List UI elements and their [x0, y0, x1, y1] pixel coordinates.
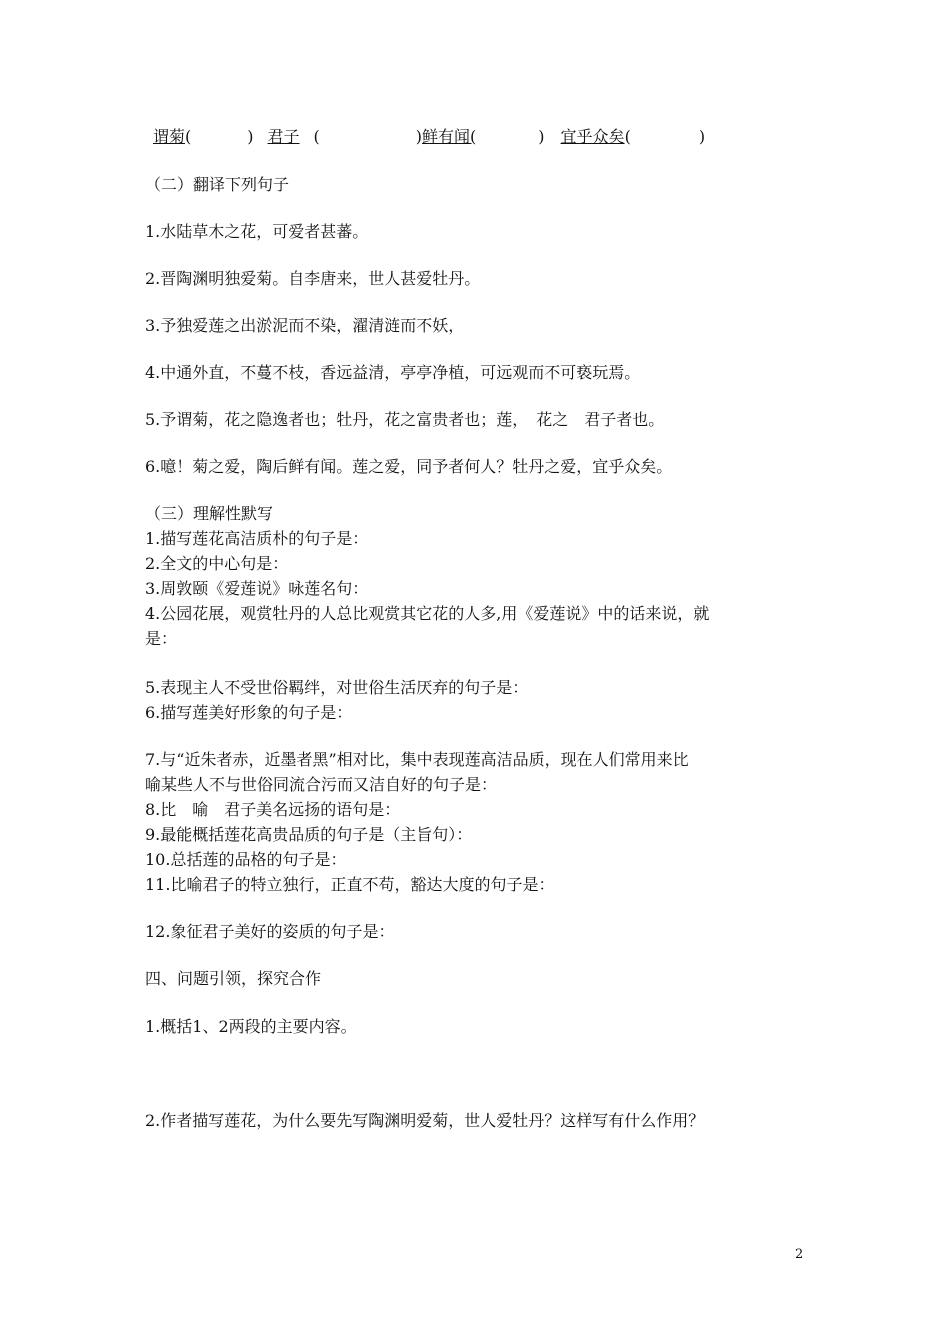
paren-open: (	[624, 127, 631, 146]
page-number: 2	[795, 1247, 804, 1262]
list-item: 12.象征君子美好的姿质的句子是：	[145, 922, 395, 941]
list-item: 1.概括1、2两段的主要内容。	[145, 1017, 357, 1036]
list-item: 6.描写莲美好形象的句子是：	[145, 703, 353, 722]
section-title: （二）翻译下列句子	[145, 175, 290, 194]
paren-close: )	[698, 127, 706, 146]
list-item: 喻某些人不与世俗同流合污而又洁自好的句子是：	[145, 775, 498, 794]
vocab-word: 宜乎众矣	[560, 127, 625, 146]
paren-open: (	[313, 127, 320, 146]
paren-open: (	[185, 127, 192, 146]
list-item: 5.予谓菊，花之隐逸者也；牡丹，花之富贵者也；莲， 花之 君子者也。	[145, 410, 665, 429]
list-item: 是：	[145, 629, 178, 648]
list-item: 2.晋陶渊明独爱菊。自李唐来，世人甚爱牡丹。	[145, 269, 481, 288]
list-item: 10.总括莲的品格的句子是：	[145, 850, 347, 869]
list-item: 4.中通外直，不蔓不枝，香远益清，亭亭净植，可远观而不可亵玩焉。	[145, 363, 641, 382]
list-item: 6.噫！菊之爱，陶后鲜有闻。莲之爱，同予者何人？牡丹之爱，宜乎众矣。	[145, 457, 673, 476]
vocab-word: 鲜有闻	[422, 127, 471, 146]
section-title: （三）理解性默写	[145, 504, 274, 523]
list-item: 2.作者描写莲花，为什么要先写陶渊明爱菊，世人爱牡丹？这样写有什么作用？	[145, 1111, 705, 1130]
list-item: 7.与“近朱者赤，近墨者黑”相对比，集中表现莲高洁品质，现在人们常用来比	[145, 750, 689, 769]
paren-close: )	[247, 127, 254, 146]
section-title: 四、问题引领，探究合作	[145, 969, 322, 988]
list-item: 3.予独爱莲之出淤泥而不染，濯清涟而不妖，	[145, 316, 465, 335]
list-item: 1.描写莲花高洁质朴的句子是：	[145, 529, 369, 548]
vocab-line	[153, 126, 705, 148]
list-item: 3.周敦颐《爱莲说》咏莲名句：	[145, 579, 369, 598]
vocab-word: 君子	[267, 127, 300, 146]
list-item: 1.水陆草木之花，可爱者甚蕃。	[145, 222, 369, 241]
list-item: 8.比 喻 君子美名远扬的语句是：	[145, 800, 401, 819]
list-item: 11.比喻君子的特立独行，正直不苟，豁达大度的句子是：	[145, 875, 555, 894]
paren-close: )	[415, 127, 423, 146]
paren-open: (	[470, 127, 477, 146]
list-item: 4.公园花展，观赏牡丹的人总比观赏其它花的人多,用《爱莲说》中的话来说，就	[145, 604, 710, 623]
paren-close: )	[538, 127, 545, 146]
list-item: 5.表现主人不受世俗羁绊，对世俗生活厌弃的句子是：	[145, 678, 529, 697]
list-item: 9.最能概括莲花高贵品质的句子是（主旨句）：	[145, 825, 473, 844]
list-item: 2.全文的中心句是：	[145, 554, 289, 573]
vocab-word: 谓菊	[153, 127, 186, 146]
